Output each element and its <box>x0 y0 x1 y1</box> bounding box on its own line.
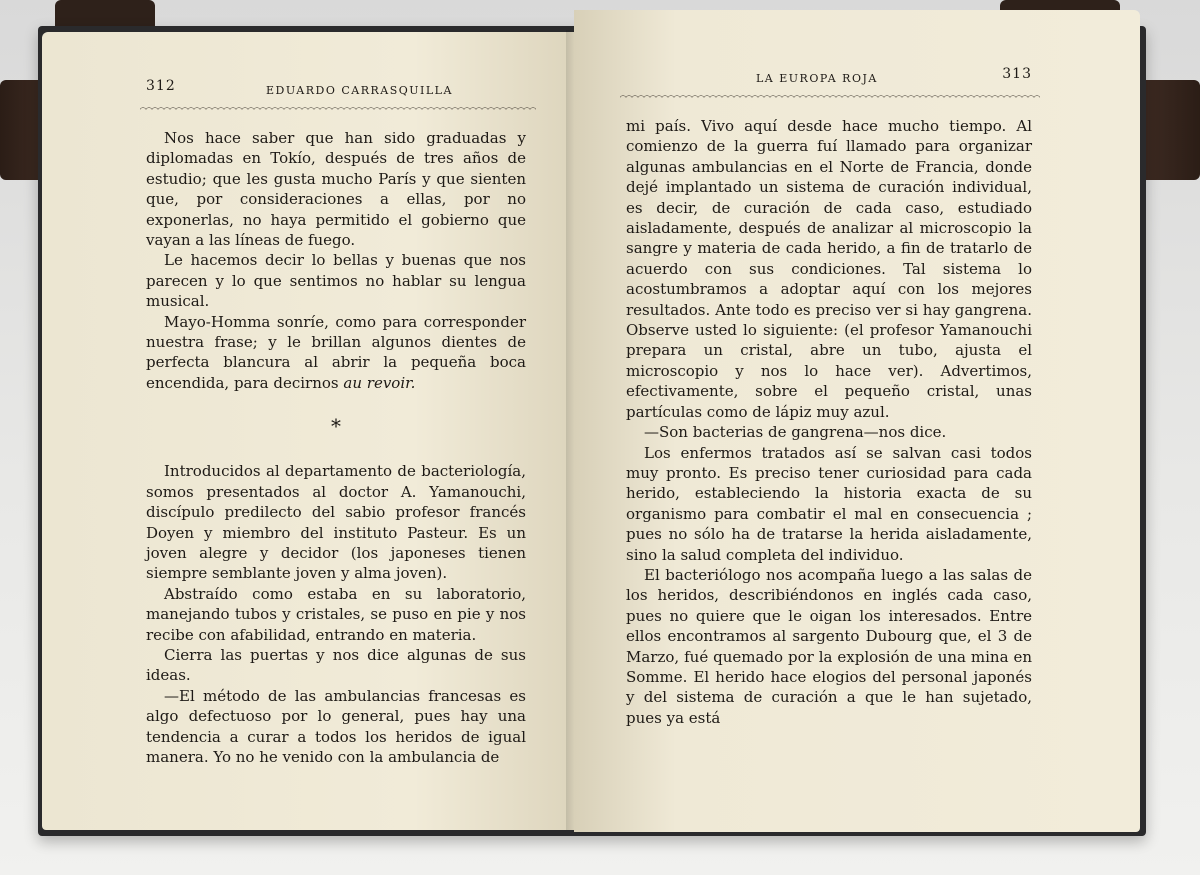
right-page-number: 313 <box>1002 66 1032 82</box>
left-page-header <box>146 78 526 102</box>
paragraph: Introducidos al departamento de bacteriología, somos presentados al doctor A. Yamanouchi, discípulo predilecto del sabio profesor francés Doyen y miembro del instituto Pasteur. Es un joven alegre y decidor (los japoneses tienen siempre semblante joven y alma joven). <box>146 462 526 583</box>
left-page <box>42 32 574 830</box>
right-page-header <box>626 66 1032 90</box>
left-page-number: 312 <box>146 78 176 94</box>
paragraph: —Son bacterias de gangrena—nos dice. <box>644 423 947 442</box>
paragraph: mi país. Vivo aquí desde hace mucho tiempo. Al comienzo de la guerra fuí llamado para organizar algunas ambulancias en el Norte de Francia, donde dejé implantado un sistema de curación individual, es decir, de curación de cada caso, estudiado aisladamente, después de analizar al microscopio la sangre y materia de cada herido, a fin de tratarlo de acuerdo con sus condiciones. Tal sistema lo acostumbramos a adoptar aquí con los mejores resultados. Ante todo es preciso ver si hay gangrena. Observe usted lo siguiente: (el profesor Yamanouchi prepara un cristal, abre un tubo, ajusta el microscopio y nos lo hace ver). Advertimos, efectivamente, sobre el pequeño cristal, unas partículas como de lápiz muy azul. <box>626 117 1032 421</box>
left-header-rule <box>140 104 536 112</box>
section-separator: * <box>331 414 341 439</box>
paragraph: Nos hace saber que han sido graduadas y diplomadas en Tokío, después de tres años de estudio; que les gusta mucho París y que sienten que, por consideraciones a ellas, por no exponerlas, no haya permitido el gobierno que vayan a las líneas de fuego. <box>146 129 526 250</box>
right-header-rule <box>620 92 1040 100</box>
paragraph: —El método de las ambulancias francesas es algo defectuoso por lo general, pues hay una tendencia a curar a todos los heridos de igual manera. Yo no he venido con la ambulancia de <box>146 686 526 766</box>
paragraph: El bacteriólogo nos acompaña luego a las salas de los heridos, describiéndonos en inglés cada caso, pues no quiere que le oigan los interesados. Entre ellos encontramos al sargento Dubourg que, el 3 de Marzo, fué quemado por la explosión de una mina en Somme. El herido hace elogios del personal japonés y del sistema de curación a que le han sujetado, pues ya está <box>626 565 1032 727</box>
paragraph: Cierra las puertas y nos dice algunas de sus ideas. <box>146 645 526 685</box>
left-page-text <box>146 128 526 767</box>
paragraph: Los enfermos tratados así se salvan casi todos muy pronto. Es preciso tener curiosidad para cada herido, estableciendo la historia exacta de su organismo para combatir el mal en consecuencia ; pues no sólo ha de tratarse la herida aisladamente, sino la salud completa del individuo. <box>626 443 1032 564</box>
paragraph: Abstraído como estaba en su laboratorio, manejando tubos y cristales, se puso en pie y nos recibe con afabilidad, entrando en materia. <box>146 584 526 644</box>
right-page-text <box>626 116 1032 728</box>
paragraph: Le hacemos decir lo bellas y buenas que nos parecen y lo que sentimos no hablar su lengua musical. <box>146 251 526 311</box>
right-page <box>574 10 1140 832</box>
italic-phrase: au revoir. <box>343 373 416 392</box>
left-running-title: EDUARDO CARRASQUILLA <box>266 84 453 97</box>
paragraph-text: Mayo-Homma sonríe, como para corresponder nuestra frase; y le brillan algunos dientes de perfecta blancura al abrir la pequeña boca encendida, para decirnos <box>146 312 526 392</box>
right-running-title: LA EUROPA ROJA <box>756 72 878 85</box>
paragraph <box>146 312 526 394</box>
